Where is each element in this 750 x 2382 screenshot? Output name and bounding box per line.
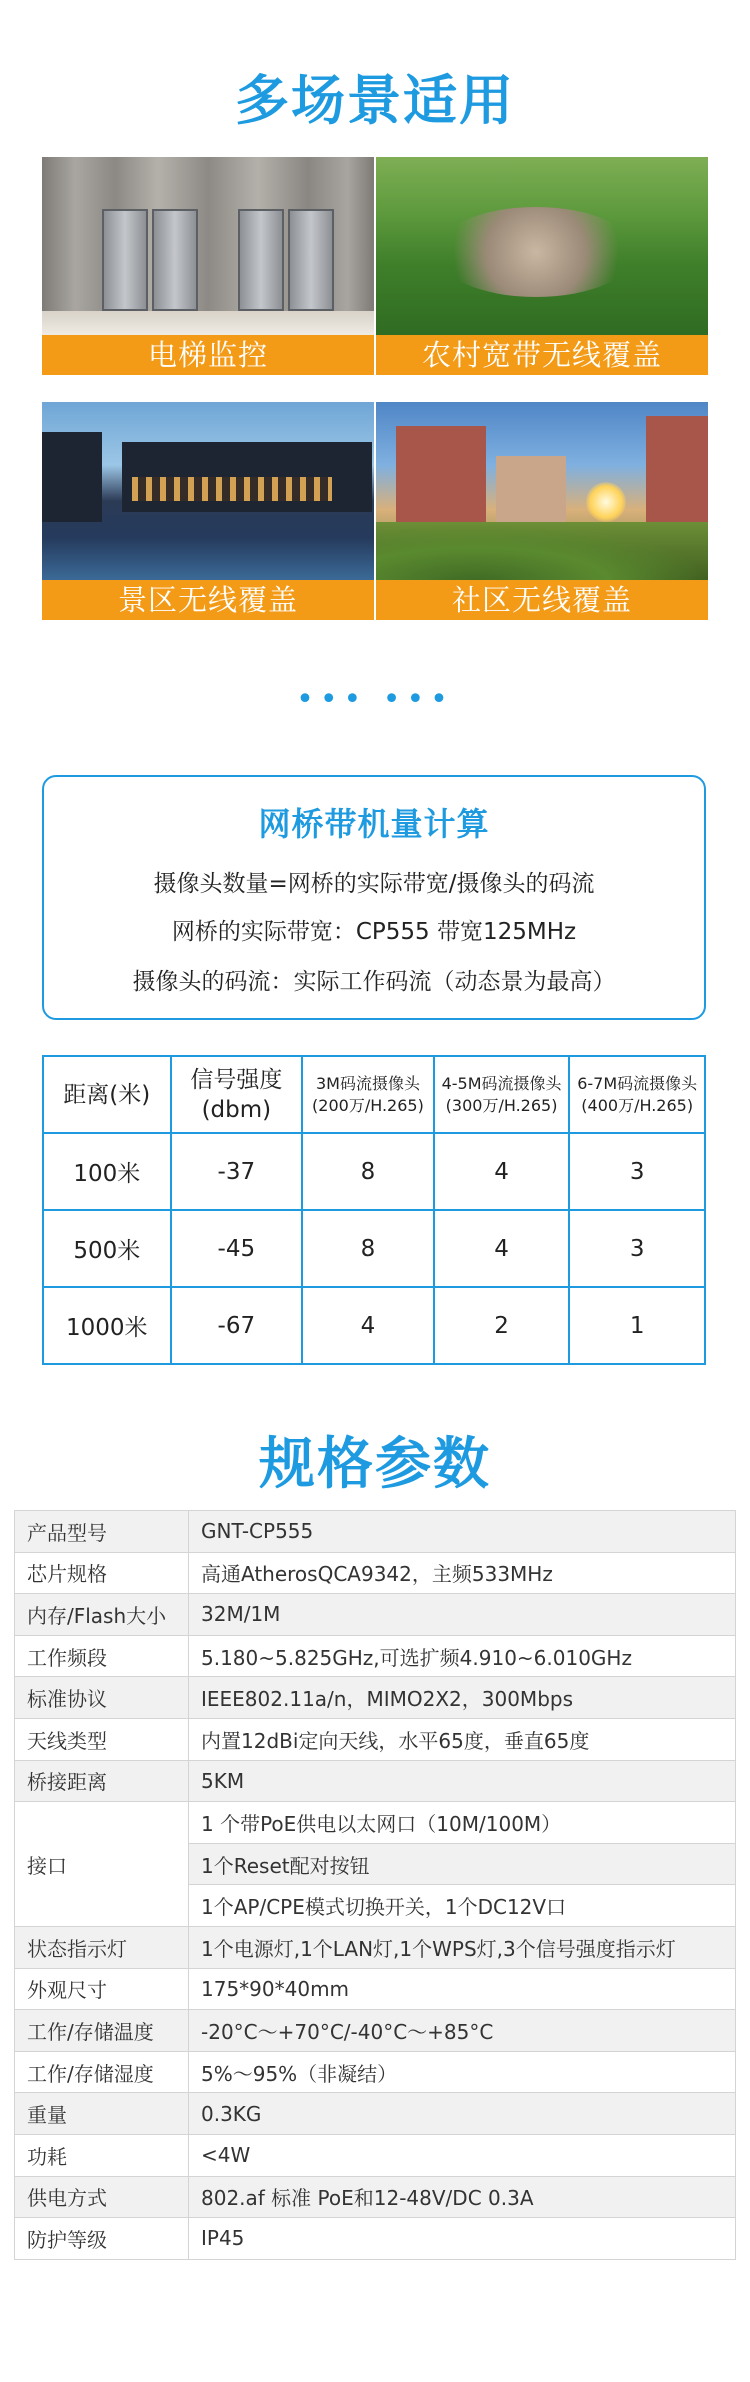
- c67-cell: 1: [569, 1287, 705, 1364]
- table-row: [43, 1133, 705, 1210]
- spec-row: [15, 1718, 736, 1760]
- signal-cell: -45: [171, 1210, 303, 1287]
- c45-header: 4-5M码流摄像头 (300万/H.265): [434, 1056, 570, 1133]
- c67-header: 6-7M码流摄像头 (400万/H.265): [569, 1056, 705, 1133]
- spec-title: 规格参数: [259, 1432, 491, 1497]
- spec-key: 芯片规格: [15, 1552, 189, 1594]
- elevator-photo: [42, 157, 374, 337]
- spec-row: [15, 2176, 736, 2218]
- scenario-card-community: [376, 402, 708, 620]
- spec-value: GNT-CP555: [189, 1511, 736, 1553]
- spec-key: 产品型号: [15, 1511, 189, 1553]
- formula-box: [42, 775, 706, 1020]
- spec-row: [15, 1594, 736, 1636]
- spec-key: 内存/Flash大小: [15, 1594, 189, 1636]
- scenarios-title: 多场景适用: [235, 69, 515, 132]
- spec-value: IEEE802.11a/n，MIMO2X2，300Mbps: [189, 1677, 736, 1719]
- spec-key: 工作频段: [15, 1635, 189, 1677]
- formula-line: 摄像头的码流：实际工作码流（动态景为最高）: [132, 969, 616, 995]
- scenario-card-village: [376, 157, 708, 375]
- spec-value: 802.af 标准 PoE和12-48V/DC 0.3A: [189, 2176, 736, 2218]
- spec-value: 5.180~5.825GHz,可选扩频4.910~6.010GHz: [189, 1635, 736, 1677]
- distance-cell: 500米: [43, 1210, 171, 1287]
- divider-dots: ••• •••: [296, 682, 454, 717]
- distance-cell: 100米: [43, 1133, 171, 1210]
- scenic-photo: [42, 402, 374, 582]
- spec-value: 32M/1M: [189, 1594, 736, 1636]
- formula-title: 网桥带机量计算: [258, 805, 490, 843]
- spec-key: 防护等级: [15, 2218, 189, 2260]
- table-row: [43, 1210, 705, 1287]
- signal-cell: -67: [171, 1287, 303, 1364]
- spec-value: IP45: [189, 2218, 736, 2260]
- spec-value: 1 个带PoE供电以太网口（10M/100M）: [189, 1802, 736, 1844]
- spec-key: 工作/存储温度: [15, 2010, 189, 2052]
- spec-row: [15, 1968, 736, 2010]
- spec-value: 内置12dBi定向天线，水平65度，垂直65度: [189, 1718, 736, 1760]
- c3-cell: 8: [302, 1133, 434, 1210]
- spec-row: [15, 2010, 736, 2052]
- spec-key: 状态指示灯: [15, 1926, 189, 1968]
- scenario-card-scenic: [42, 402, 374, 620]
- c45-cell: 4: [434, 1133, 570, 1210]
- spec-value: 高通AtherosQCA9342，主频533MHz: [189, 1552, 736, 1594]
- scenario-label: 社区无线覆盖: [376, 580, 708, 620]
- signal-header: 信号强度 (dbm): [171, 1056, 303, 1133]
- table-header-row: [43, 1056, 705, 1133]
- community-photo: [376, 402, 708, 582]
- spec-value: 1个AP/CPE模式切换开关，1个DC12V口: [189, 1885, 736, 1927]
- spec-key: 接口: [15, 1802, 189, 1927]
- spec-row: [15, 1511, 736, 1553]
- spec-row: [15, 2051, 736, 2093]
- c45-cell: 2: [434, 1287, 570, 1364]
- c67-cell: 3: [569, 1133, 705, 1210]
- spec-row: [15, 1926, 736, 1968]
- spec-value: <4W: [189, 2134, 736, 2176]
- scenario-label: 农村宽带无线覆盖: [376, 335, 708, 375]
- spec-key: 工作/存储湿度: [15, 2051, 189, 2093]
- spec-key: 天线类型: [15, 1718, 189, 1760]
- bitrate-table: [42, 1055, 706, 1365]
- spec-key: 功耗: [15, 2134, 189, 2176]
- spec-value: -20°C～+70°C/-40°C～+85°C: [189, 2010, 736, 2052]
- c45-cell: 4: [434, 1210, 570, 1287]
- spec-row: [15, 1552, 736, 1594]
- distance-header: 距离(米): [43, 1056, 171, 1133]
- spec-value: 175*90*40mm: [189, 1968, 736, 2010]
- scenario-card-elevator: [42, 157, 374, 375]
- spec-row: [15, 1802, 736, 1844]
- c3-cell: 8: [302, 1210, 434, 1287]
- spec-value: 1个Reset配对按钮: [189, 1843, 736, 1885]
- scenario-label: 电梯监控: [42, 335, 374, 375]
- spec-key: 桥接距离: [15, 1760, 189, 1802]
- spec-key: 供电方式: [15, 2176, 189, 2218]
- spec-value: 5KM: [189, 1760, 736, 1802]
- village-photo: [376, 157, 708, 337]
- distance-cell: 1000米: [43, 1287, 171, 1364]
- scenario-label: 景区无线覆盖: [42, 580, 374, 620]
- c3-cell: 4: [302, 1287, 434, 1364]
- spec-key: 标准协议: [15, 1677, 189, 1719]
- spec-row: [15, 2134, 736, 2176]
- spec-table: [14, 1510, 736, 2260]
- table-row: [43, 1287, 705, 1364]
- spec-value: 1个电源灯,1个LAN灯,1个WPS灯,3个信号强度指示灯: [189, 1926, 736, 1968]
- signal-cell: -37: [171, 1133, 303, 1210]
- spec-value: 5%～95%（非凝结）: [189, 2051, 736, 2093]
- c67-cell: 3: [569, 1210, 705, 1287]
- spec-row: [15, 1635, 736, 1677]
- spec-key: 外观尺寸: [15, 1968, 189, 2010]
- formula-line: 摄像头数量=网桥的实际带宽/摄像头的码流: [153, 871, 595, 897]
- spec-row: [15, 1760, 736, 1802]
- c3-header: 3M码流摄像头 (200万/H.265): [302, 1056, 434, 1133]
- spec-row: [15, 2218, 736, 2260]
- spec-key: 重量: [15, 2093, 189, 2135]
- spec-value: 0.3KG: [189, 2093, 736, 2135]
- formula-line: 网桥的实际带宽：CP555 带宽125MHz: [171, 919, 577, 945]
- spec-row: [15, 2093, 736, 2135]
- spec-row: [15, 1677, 736, 1719]
